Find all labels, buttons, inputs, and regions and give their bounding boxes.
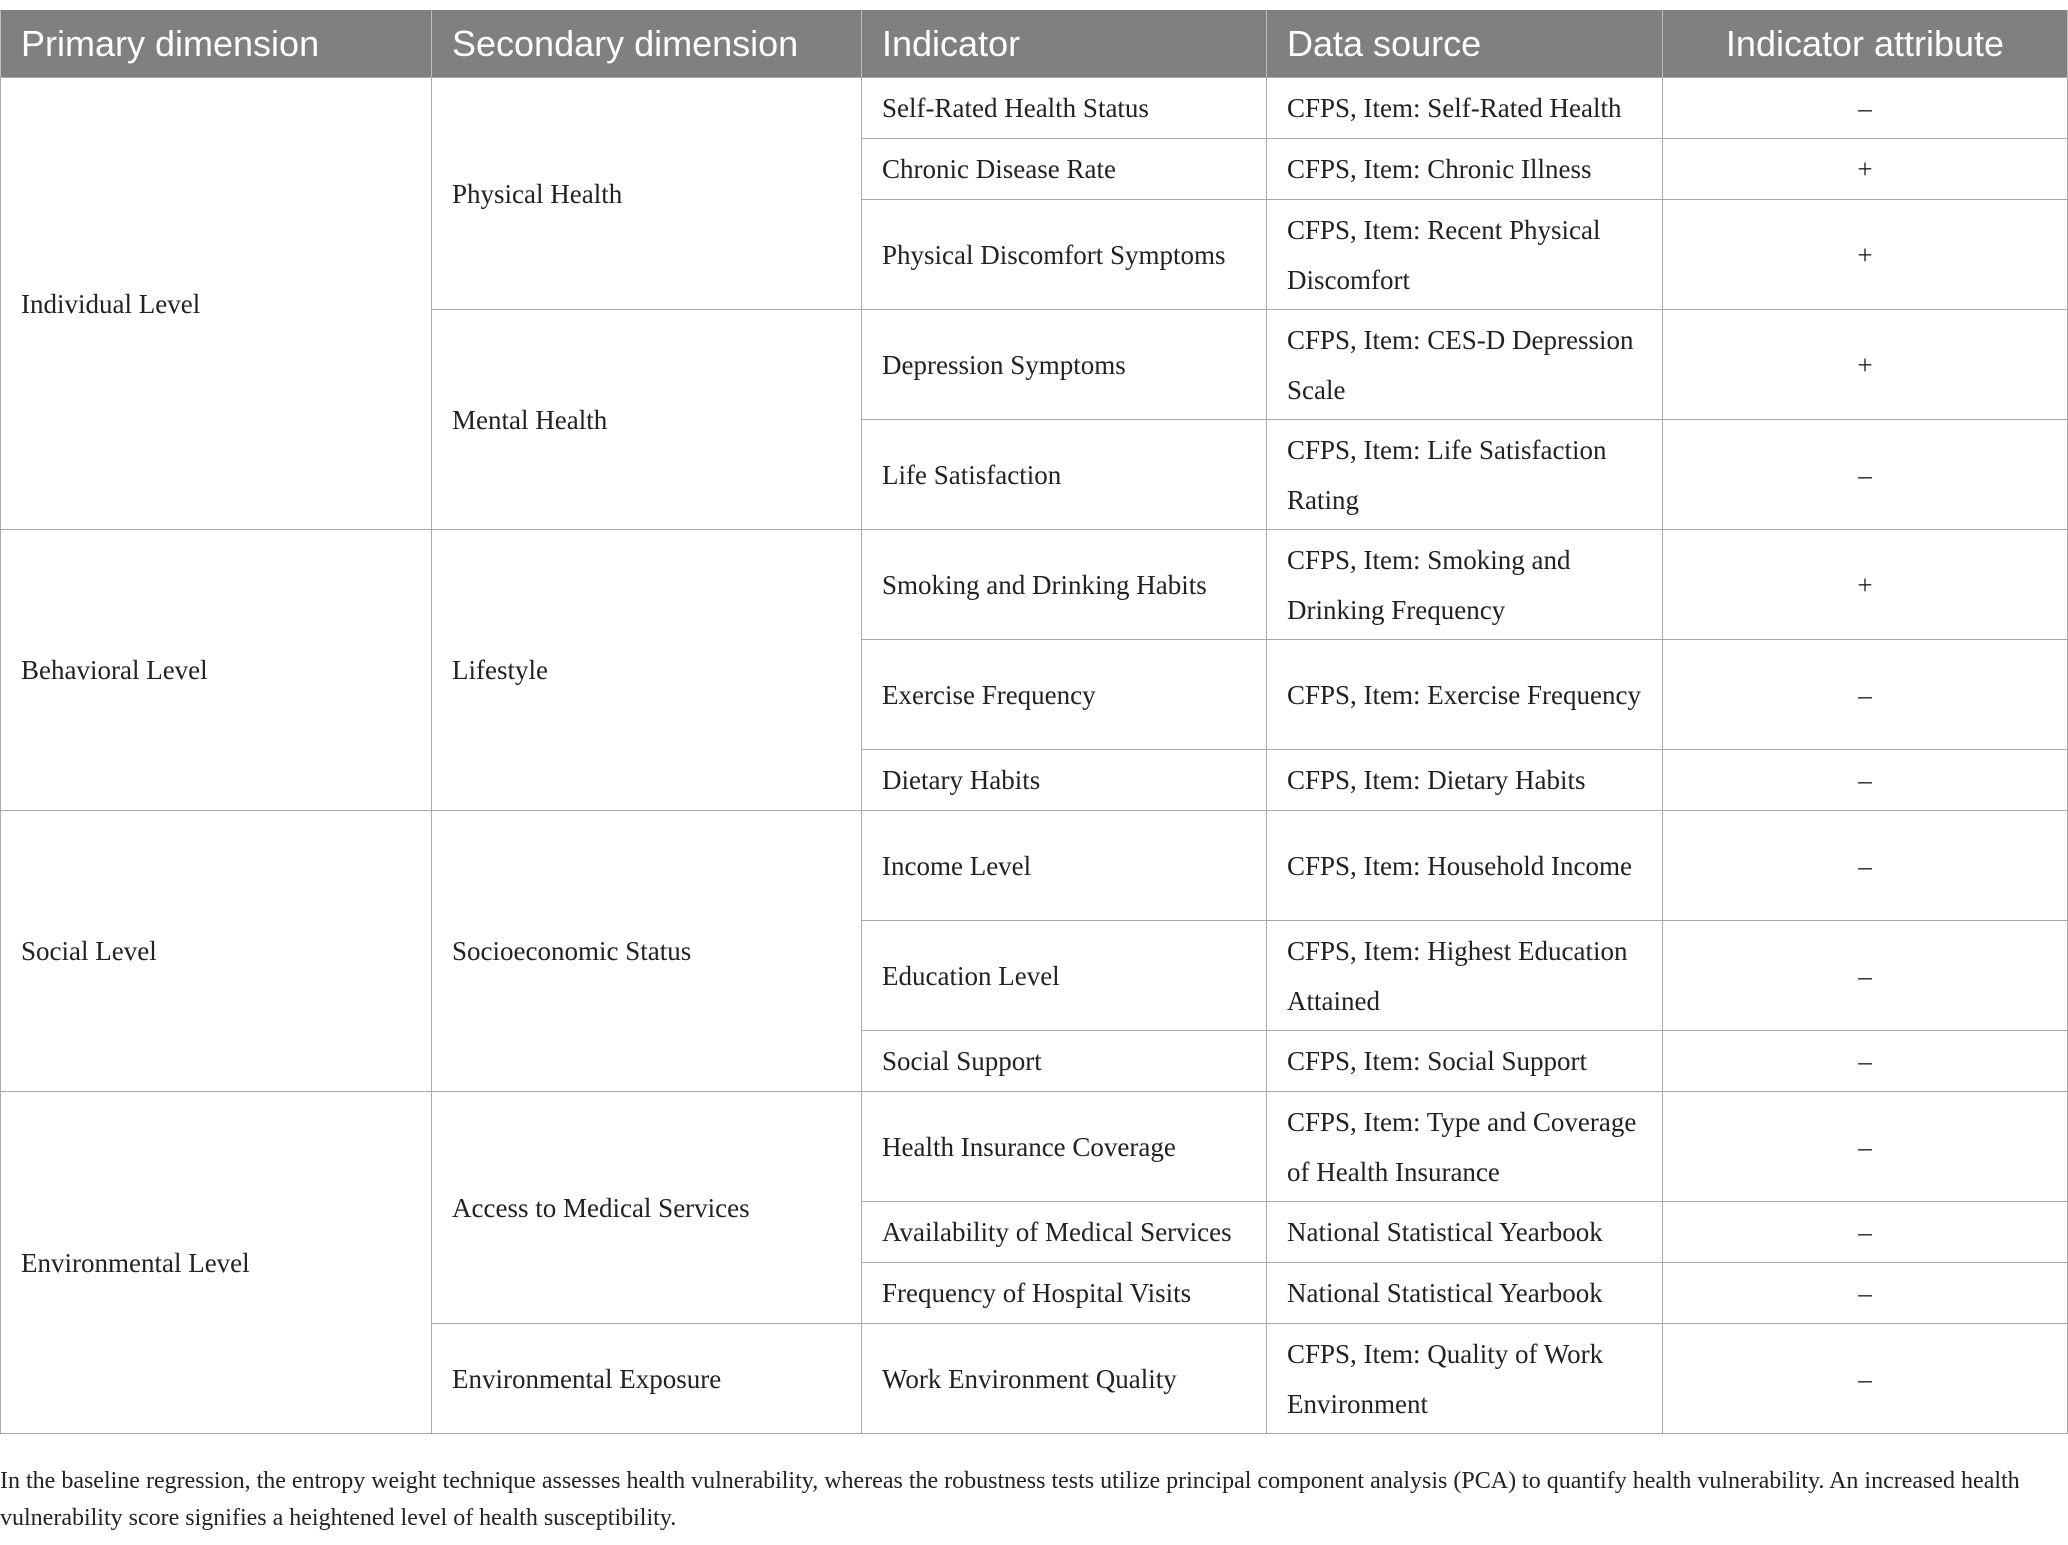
indicator-attribute-cell: + — [1663, 200, 2068, 310]
indicator-cell: Income Level — [862, 811, 1267, 921]
indicator-attribute-cell: – — [1663, 1202, 2068, 1263]
data-source-cell: CFPS, Item: Dietary Habits — [1267, 750, 1663, 811]
secondary-dimension-cell: Mental Health — [432, 310, 862, 530]
indicator-cell: Work Environment Quality — [862, 1324, 1267, 1434]
indicator-attribute-cell: + — [1663, 530, 2068, 640]
indicator-cell: Depression Symptoms — [862, 310, 1267, 420]
indicator-attribute-cell: – — [1663, 1092, 2068, 1202]
indicator-cell: Self-Rated Health Status — [862, 78, 1267, 139]
data-source-cell: CFPS, Item: Exercise Frequency — [1267, 640, 1663, 750]
indicator-attribute-cell: + — [1663, 310, 2068, 420]
indicator-cell: Exercise Frequency — [862, 640, 1267, 750]
primary-dimension-cell: Individual Level — [1, 78, 432, 530]
header-primary-dimension: Primary dimension — [1, 10, 432, 78]
indicator-cell: Social Support — [862, 1031, 1267, 1092]
data-source-cell: CFPS, Item: Highest Education Attained — [1267, 921, 1663, 1031]
indicator-attribute-cell: + — [1663, 139, 2068, 200]
header-secondary-dimension: Secondary dimension — [432, 10, 862, 78]
indicator-cell: Smoking and Drinking Habits — [862, 530, 1267, 640]
indicator-cell: Education Level — [862, 921, 1267, 1031]
indicator-cell: Life Satisfaction — [862, 420, 1267, 530]
indicator-attribute-cell: – — [1663, 1263, 2068, 1324]
data-source-cell: CFPS, Item: Quality of Work Environment — [1267, 1324, 1663, 1434]
secondary-dimension-cell: Lifestyle — [432, 530, 862, 811]
data-source-cell: CFPS, Item: Household Income — [1267, 811, 1663, 921]
data-source-cell: CFPS, Item: Recent Physical Discomfort — [1267, 200, 1663, 310]
header-indicator-attribute: Indicator attribute — [1663, 10, 2068, 78]
indicator-attribute-cell: – — [1663, 1031, 2068, 1092]
indicator-cell: Frequency of Hospital Visits — [862, 1263, 1267, 1324]
data-source-cell: CFPS, Item: CES-D Depression Scale — [1267, 310, 1663, 420]
header-row — [1, 10, 2068, 78]
secondary-dimension-cell: Physical Health — [432, 78, 862, 310]
primary-dimension-cell: Social Level — [1, 811, 432, 1092]
indicator-attribute-cell: – — [1663, 811, 2068, 921]
data-source-cell: CFPS, Item: Life Satisfaction Rating — [1267, 420, 1663, 530]
data-source-cell: CFPS, Item: Smoking and Drinking Frequency — [1267, 530, 1663, 640]
header-data-source: Data source — [1267, 10, 1663, 78]
data-source-cell: National Statistical Yearbook — [1267, 1202, 1663, 1263]
indicator-cell: Physical Discomfort Symptoms — [862, 200, 1267, 310]
data-source-cell: CFPS, Item: Type and Coverage of Health Insurance — [1267, 1092, 1663, 1202]
table-row — [1, 811, 2068, 921]
indicator-table — [0, 10, 2068, 1434]
table-row — [1, 78, 2068, 139]
indicator-attribute-cell: – — [1663, 1324, 2068, 1434]
indicator-cell: Dietary Habits — [862, 750, 1267, 811]
table-row — [1, 1092, 2068, 1202]
secondary-dimension-cell: Socioeconomic Status — [432, 811, 862, 1092]
indicator-attribute-cell: – — [1663, 78, 2068, 139]
header-indicator: Indicator — [862, 10, 1267, 78]
data-source-cell: CFPS, Item: Social Support — [1267, 1031, 1663, 1092]
indicator-attribute-cell: – — [1663, 750, 2068, 811]
data-source-cell: National Statistical Yearbook — [1267, 1263, 1663, 1324]
primary-dimension-cell: Environmental Level — [1, 1092, 432, 1434]
data-source-cell: CFPS, Item: Self-Rated Health — [1267, 78, 1663, 139]
indicator-cell: Health Insurance Coverage — [862, 1092, 1267, 1202]
secondary-dimension-cell: Access to Medical Services — [432, 1092, 862, 1324]
indicator-attribute-cell: – — [1663, 921, 2068, 1031]
data-source-cell: CFPS, Item: Chronic Illness — [1267, 139, 1663, 200]
primary-dimension-cell: Behavioral Level — [1, 530, 432, 811]
indicator-attribute-cell: – — [1663, 640, 2068, 750]
indicator-cell: Chronic Disease Rate — [862, 139, 1267, 200]
secondary-dimension-cell: Environmental Exposure — [432, 1324, 862, 1434]
table-row — [1, 530, 2068, 640]
indicator-cell: Availability of Medical Services — [862, 1202, 1267, 1263]
indicator-attribute-cell: – — [1663, 420, 2068, 530]
table-footnote: In the baseline regression, the entropy weight technique assesses health vulnerability, whereas the robustness tests utilize principal component analysis (PCA) to quantify health vulnerability. An increased health vulnerability score signifies a heightened level of health susceptibility. — [0, 1468, 2020, 1531]
